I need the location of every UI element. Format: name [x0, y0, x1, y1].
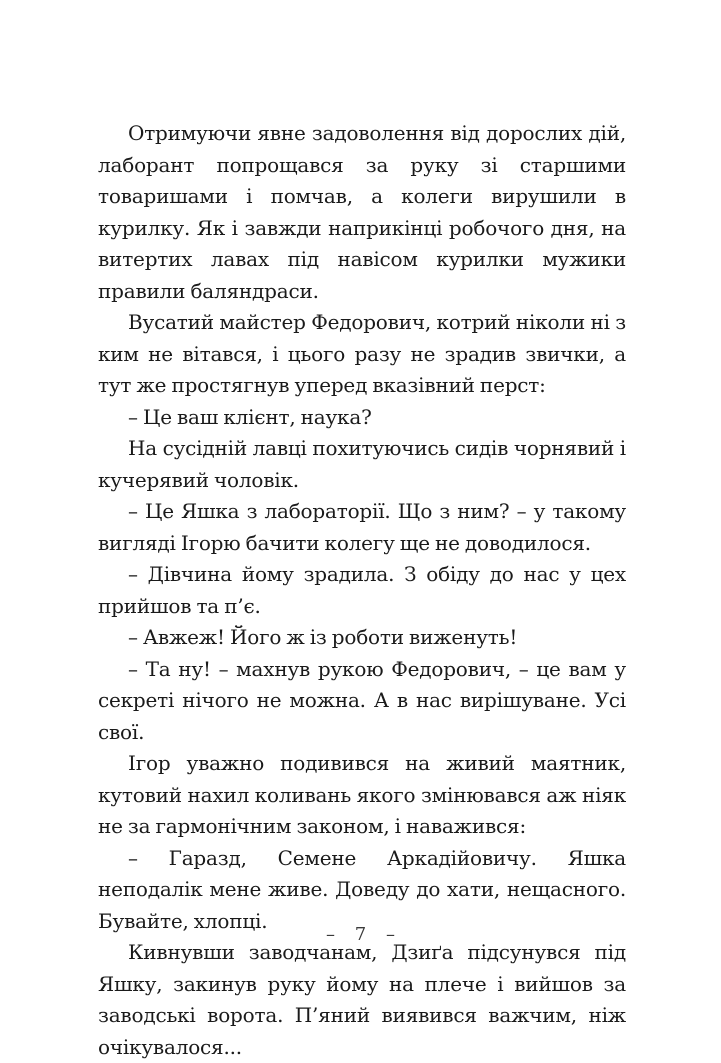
paragraph: Отримуючи явне задоволення від дорослих дій, лаборант попрощався за руку зі старшими товаришами і помчав, а колеги вирушили в курилку. Як і завжди наприкінці робочого дня, на витертих лавах під навісом курилки мужики правили баляндраси.: [98, 121, 626, 303]
paragraph: – Це Яшка з лабораторії. Що з ним? – у такому вигляді Ігорю бачити колегу ще не доводилося.: [98, 499, 626, 555]
paragraph: На сусідній лавці похитуючись сидів чорнявий і кучерявий чоловік.: [98, 436, 626, 492]
paragraph: – Авжеж! Його ж із роботи виженуть!: [128, 625, 518, 649]
paragraph: Ігор уважно подивився на живий маятник, кутовий нахил коливань якого змінювався аж ніяк не за гармонічним законом, і наважився:: [98, 751, 626, 838]
footer-dash-left: –: [326, 924, 336, 945]
paragraph: – Дівчина йому зрадила. З обіду до нас у цех прийшов та п’є.: [98, 562, 626, 618]
paragraph: Кивнувши заводчанам, Дзиґа підсунувся під Яшку, закинув руку йому на плече і вийшов за заводські ворота. П’яний виявився важчим, ніж очікувалося...: [98, 940, 626, 1059]
paragraph: – Та ну! – махнув рукою Федорович, – це вам у секреті нічого не можна. А в нас вирішуване. Усі свої.: [98, 656, 626, 744]
page-footer: [0, 920, 721, 950]
paragraph: – Це ваш клієнт, наука?: [128, 404, 372, 429]
footer-dash-right: –: [385, 924, 395, 945]
page-number: 7: [354, 924, 367, 945]
paragraph: – Гаразд, Семене Аркадійовичу. Яшка неподалік мене живе. Доведу до хати, нещасного. Бувайте, хлопці.: [98, 845, 626, 933]
paragraph: Вусатий майстер Федорович, котрий ніколи ні з ким не вітався, і цього разу не зрадив звички, а тут же простягнув уперед вказівний перст:: [98, 310, 626, 397]
